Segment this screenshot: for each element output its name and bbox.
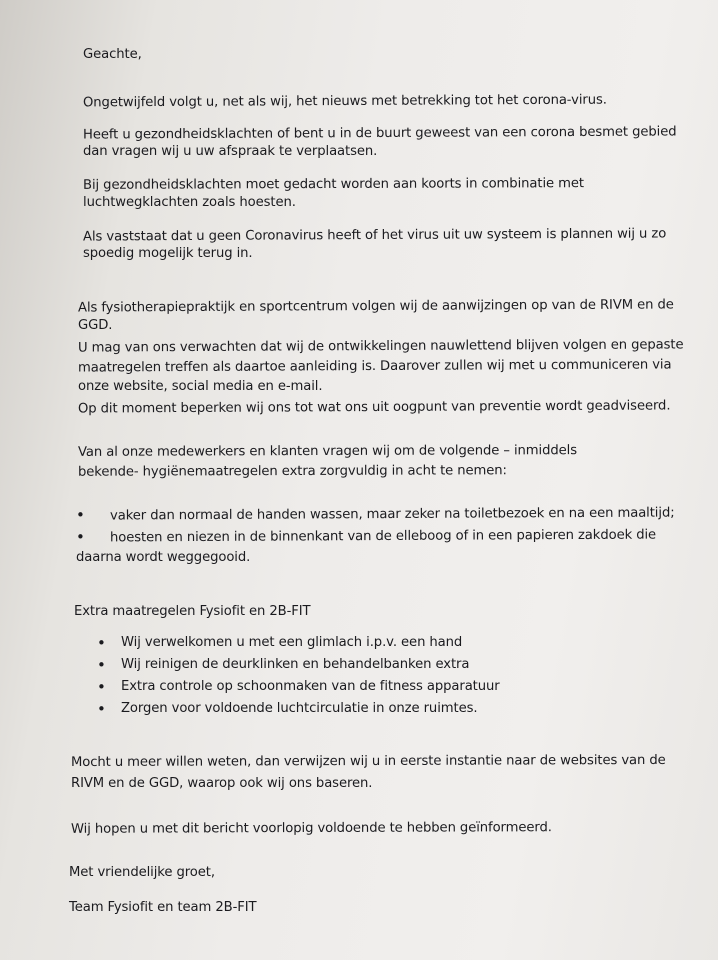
- paragraph-reschedule-line-2: spoedig mogelijk terug in.: [83, 246, 253, 261]
- paragraph-informed: Wij hopen u met dit bericht voorlopig voldoende te hebben geïnformeerd.: [70, 820, 552, 837]
- hygiene-bullet-1-dot: •: [76, 506, 85, 524]
- extra-bullet-4-dot: •: [97, 700, 106, 718]
- paragraph-policy-line-2: GGD.: [78, 318, 113, 333]
- hygiene-bullet-1-text: vaker dan normaal de handen wassen, maar zeker na toiletbezoek en na een maaltijd;: [109, 505, 675, 524]
- extra-bullet-2-text: Wij reinigen de deurklinken en behandelbanken extra: [121, 657, 470, 672]
- paragraph-intro: Ongetwijfeld volgt u, net als wij, het nieuws met betrekking tot het corona-virus.: [82, 92, 607, 111]
- signature: Team Fysiofit en team 2B-FIT: [69, 900, 257, 915]
- extra-bullet-1-text: Wij verwelkomen u met een glimlach i.p.v. een hand: [121, 635, 463, 650]
- hygiene-bullet-2-text: hoesten en niezen in de binnenkant van de elleboog of in een papieren zakdoek die: [109, 527, 657, 546]
- salutation: Geachte,: [83, 47, 142, 62]
- extra-bullet-3-dot: •: [97, 678, 106, 696]
- paragraph-policy-line-1: Als fysiotherapiepraktijk en sportcentrum volgen wij de aanwijzingen op van de RIVM en de: [77, 297, 674, 316]
- extra-measures-heading: Extra maatregelen Fysiofit en 2B-FIT: [74, 604, 311, 619]
- paragraph-more-info-line-2: RIVM en de GGD, waarop ook wij ons baseren.: [71, 776, 373, 791]
- extra-bullet-1-dot: •: [97, 634, 106, 652]
- hygiene-bullet-2-dot: •: [76, 528, 85, 546]
- paragraph-complaints-line-1: Heeft u gezondheidsklachten of bent u in de buurt geweest van een corona besmet gebied: [82, 124, 677, 143]
- paragraph-policy-line-6: Op dit moment beperken wij ons tot wat ons uit oogpunt van preventie wordt geadviseerd.: [77, 398, 671, 417]
- paragraph-more-info-line-1: Mocht u meer willen weten, dan verwijzen wij u in eerste instantie naar de websites van de: [70, 752, 666, 771]
- extra-bullet-2-dot: •: [97, 656, 106, 674]
- paragraph-hygiene-intro-line-1: Van al onze medewerkers en klanten vragen wij om de volgende – inmiddels: [77, 443, 578, 460]
- paragraph-policy-line-4: maatregelen treffen als daartoe aanleiding is. Daarover zullen wij met u communiceren via: [77, 357, 672, 376]
- paragraph-symptoms-line-2: luchtwegklachten zoals hoesten.: [83, 195, 296, 210]
- extra-bullet-4-text: Zorgen voor voldoende luchtcirculatie in onze ruimtes.: [121, 701, 478, 716]
- paragraph-policy-line-3: U mag van ons verwachten dat wij de ontwikkelingen nauwlettend blijven volgen en gepaste: [77, 337, 684, 356]
- extra-bullet-3-text: Extra controle op schoonmaken van de fitness apparatuur: [121, 679, 500, 694]
- paragraph-complaints-line-2: dan vragen wij u uw afspraak te verplaatsen.: [83, 144, 378, 159]
- paragraph-symptoms-line-1: Bij gezondheidsklachten moet gedacht worden aan koorts in combinatie met: [82, 176, 584, 193]
- paragraph-policy-line-5: onze website, social media en e-mail.: [78, 379, 323, 394]
- paragraph-reschedule-line-1: Als vaststaat dat u geen Coronavirus heeft of het virus uit uw systeem is plannen wij u zo: [82, 226, 667, 245]
- paragraph-hygiene-intro-line-2: bekende- hygiënemaatregelen extra zorgvuldig in acht te nemen:: [77, 463, 507, 480]
- closing-greeting: Met vriendelijke groet,: [69, 865, 215, 880]
- hygiene-bullet-2-continuation: daarna wordt weggegooid.: [76, 550, 251, 565]
